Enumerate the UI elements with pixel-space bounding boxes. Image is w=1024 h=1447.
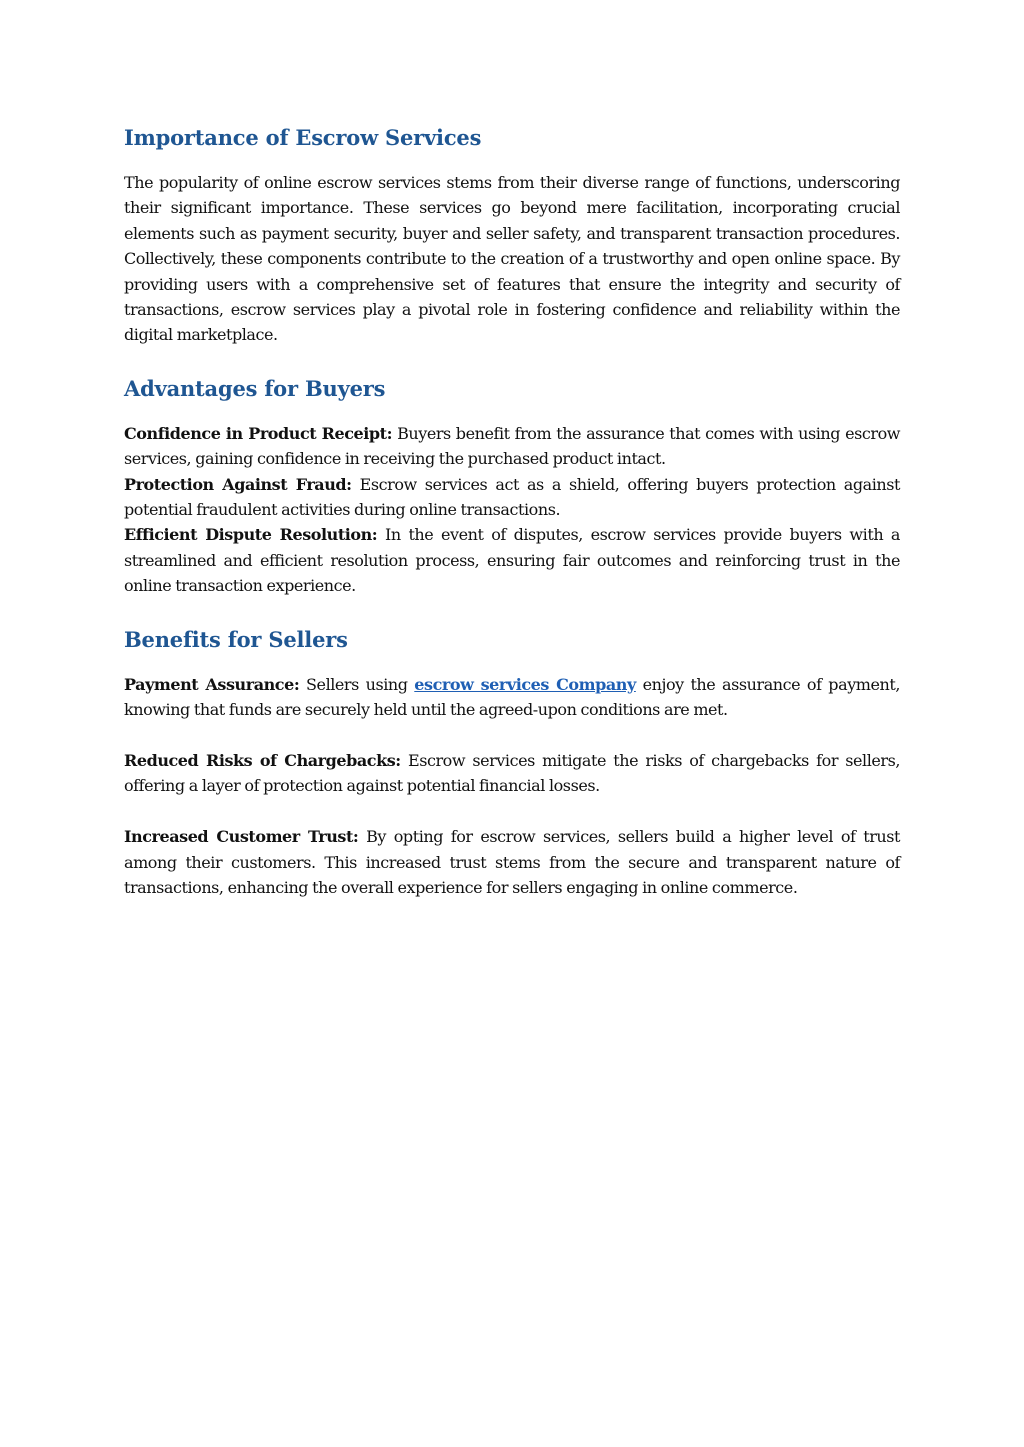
item-text: In the event of disputes, escrow services provide buyers with a streamlined and efficient resolution process, ensuring fair outcomes and reinforcing trust in the online transaction experience. — [124, 525, 900, 596]
list-item — [124, 472, 900, 523]
list-item — [124, 421, 900, 472]
item-text: enjoy the assurance of payment, knowing that funds are securely held until the agreed-upon conditions are met. — [124, 674, 900, 720]
section-heading: Benefits for Sellers — [124, 626, 348, 652]
item-text: By opting for escrow services, sellers build a higher level of trust among their customers. This increased trust stems from the secure and transparent nature of transactions, enhancing the overall experience for sellers engaging in online commerce. — [124, 827, 900, 897]
item-label: Reduced Risks of Chargebacks: — [124, 750, 401, 770]
document-page — [124, 120, 900, 923]
section-buyers — [124, 371, 900, 599]
paragraph-spacer — [124, 723, 900, 748]
section-heading: Importance of Escrow Services — [124, 125, 482, 150]
item-text: Escrow services act as a shield, offering buyers protection against potential fraudulent activities during online transactions. — [124, 474, 900, 520]
section-heading: Advantages for Buyers — [124, 375, 386, 401]
item-text: Sellers using — [299, 674, 415, 694]
item-label: Protection Against Fraud: — [124, 474, 352, 494]
item-label: Confidence in Product Receipt: — [124, 423, 393, 443]
escrow-company-link[interactable]: escrow services Company — [414, 674, 636, 694]
item-label: Payment Assurance: — [124, 674, 300, 694]
section-importance — [124, 120, 900, 348]
list-item — [124, 824, 900, 900]
list-item — [124, 672, 900, 723]
paragraph-spacer — [124, 799, 900, 824]
item-label: Increased Customer Trust: — [124, 827, 359, 847]
item-label: Efficient Dispute Resolution: — [124, 525, 378, 545]
section-paragraph: The popularity of online escrow services stems from their diverse range of functions, underscoring their significant importance. These services go beyond mere facilitation, incorporating crucial elements such as payment security, buyer and seller safety, and transparent transaction procedures. Collectively, these components contribute to the creation of a trustworthy and open online space. By providing users with a comprehensive set of features that ensure the integrity and security of transactions, escrow services play a pivotal role in fostering confidence and reliability within the digital marketplace. — [124, 173, 900, 345]
section-sellers — [124, 622, 900, 901]
item-text: Escrow services mitigate the risks of chargebacks for sellers, offering a layer of protection against potential financial losses. — [124, 750, 900, 796]
list-item — [124, 748, 900, 799]
list-item — [124, 522, 900, 598]
item-text: Buyers benefit from the assurance that comes with using escrow services, gaining confidence in receiving the purchased product intact. — [124, 423, 901, 469]
